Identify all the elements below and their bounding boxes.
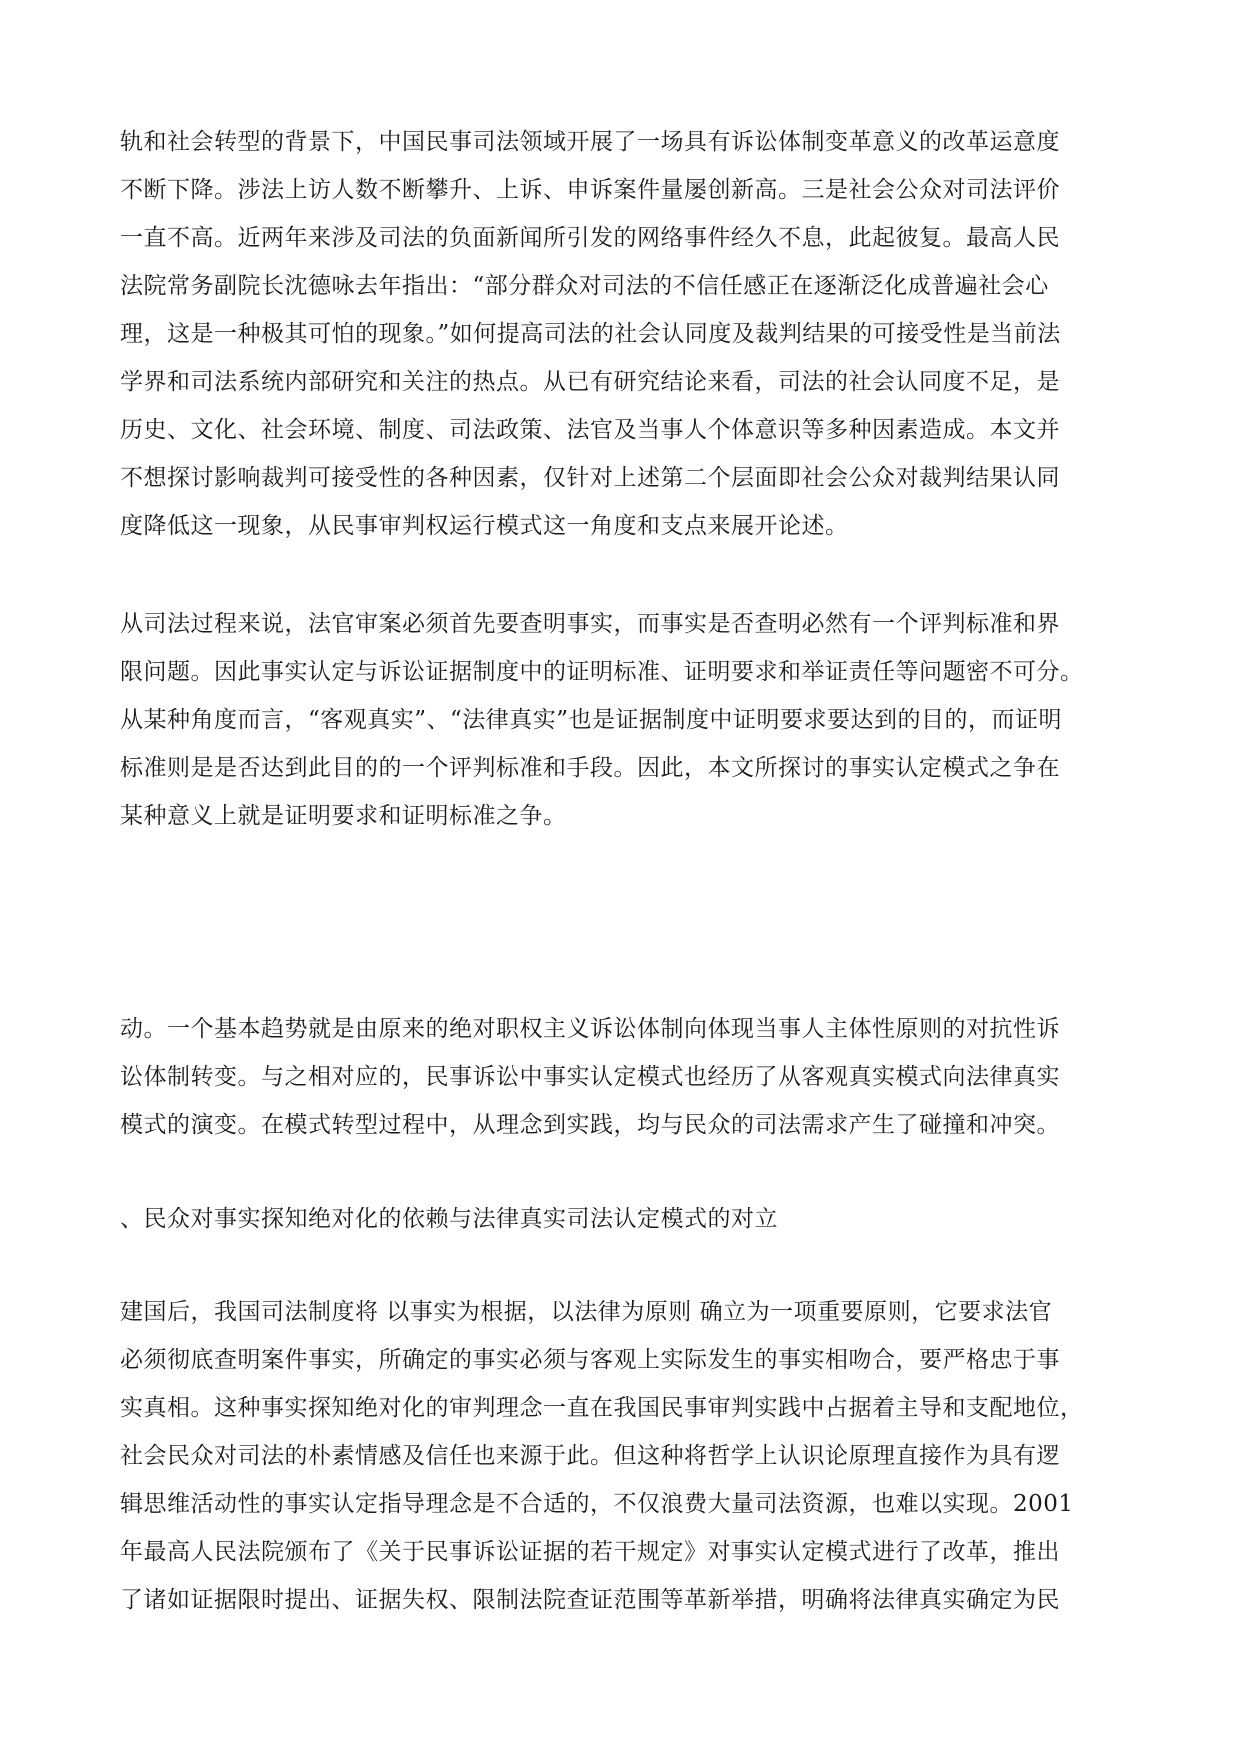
text-line: 一直不高。近两年来涉及司法的负面新闻所引发的网络事件经久不息，此起彼复。最高人民 <box>120 225 1060 251</box>
text-line: 从司法过程来说，法官审案必须首先要查明事实，而事实是否查明必然有一个评判标准和界 <box>120 611 1060 637</box>
paragraph-judicial-process <box>120 600 1120 840</box>
text-line: 理，这是一种极其可怕的现象。”如何提高司法的社会认同度及裁判结果的可接受性是当前法 <box>120 321 1061 347</box>
text-line: 年最高人民法院颁布了《关于民事诉讼证据的若干规定》对事实认定模式进行了改革，推出 <box>120 1539 1060 1565</box>
text-line: 动。一个基本趋势就是由原来的绝对职权主义诉讼体制向体现当事人主体性原则的对抗性诉 <box>120 1016 1060 1042</box>
text-line: 标准则是是否达到此目的的一个评判标准和手段。因此，本文所探讨的事实认定模式之争在 <box>120 755 1060 781</box>
paragraph-post-founding <box>120 1288 1120 1624</box>
text-line: 、民众对事实探知绝对化的依赖与法律真实司法认定模式的对立 <box>120 1206 778 1232</box>
section-heading <box>120 1195 1120 1243</box>
paragraph-trend <box>120 1005 1120 1149</box>
text-line: 辑思维活动性的事实认定指导理念是不合适的，不仅浪费大量司法资源，也难以实现。2001 <box>120 1491 1074 1517</box>
text-line: 法院常务副院长沈德咏去年指出：“部分群众对司法的不信任感正在逐渐泛化成普遍社会心 <box>120 273 1049 299</box>
text-line: 社会民众对司法的朴素情感及信任也来源于此。但这种将哲学上认识论原理直接作为具有逻 <box>120 1443 1060 1469</box>
text-line: 限问题。因此事实认定与诉讼证据制度中的证明标准、证明要求和举证责任等问题密不可分。 <box>120 659 1084 685</box>
text-line: 实真相。这种事实探知绝对化的审判理念一直在我国民事审判实践中占据着主导和支配地位， <box>120 1395 1084 1421</box>
text-line: 必须彻底查明案件事实，所确定的事实必须与客观上实际发生的事实相吻合，要严格忠于事 <box>120 1347 1060 1373</box>
text-line: 轨和社会转型的背景下，中国民事司法领域开展了一场具有诉讼体制变革意义的改革运意度 <box>120 129 1060 155</box>
text-line: 某种意义上就是证明要求和证明标准之争。 <box>120 803 567 829</box>
text-line: 从某种角度而言，“客观真实”、“法律真实”也是证据制度中证明要求要达到的目的，而证明 <box>120 707 1063 733</box>
text-line: 不断下降。涉法上访人数不断攀升、上诉、申诉案件量屡创新高。三是社会公众对司法评价 <box>120 177 1060 203</box>
text-line: 度降低这一现象，从民事审判权运行模式这一角度和支点来展开论述。 <box>120 513 849 539</box>
paragraph-context <box>120 118 1120 550</box>
text-line: 学界和司法系统内部研究和关注的热点。从已有研究结论来看，司法的社会认同度不足，是 <box>120 369 1060 395</box>
text-line: 建国后，我国司法制度将 以事实为根据，以法律为原则 确立为一项重要原则，它要求法官 <box>120 1299 1053 1325</box>
text-line: 历史、文化、社会环境、制度、司法政策、法官及当事人个体意识等多种因素造成。本文并 <box>120 417 1060 443</box>
text-line: 讼体制转变。与之相对应的，民事诉讼中事实认定模式也经历了从客观真实模式向法律真实 <box>120 1064 1060 1090</box>
text-line: 模式的演变。在模式转型过程中，从理念到实践，均与民众的司法需求产生了碰撞和冲突。 <box>120 1112 1060 1138</box>
text-line: 了诸如证据限时提出、证据失权、限制法院查证范围等革新举措，明确将法律真实确定为民 <box>120 1587 1060 1613</box>
text-line: 不想探讨影响裁判可接受性的各种因素，仅针对上述第二个层面即社会公众对裁判结果认同 <box>120 465 1060 491</box>
